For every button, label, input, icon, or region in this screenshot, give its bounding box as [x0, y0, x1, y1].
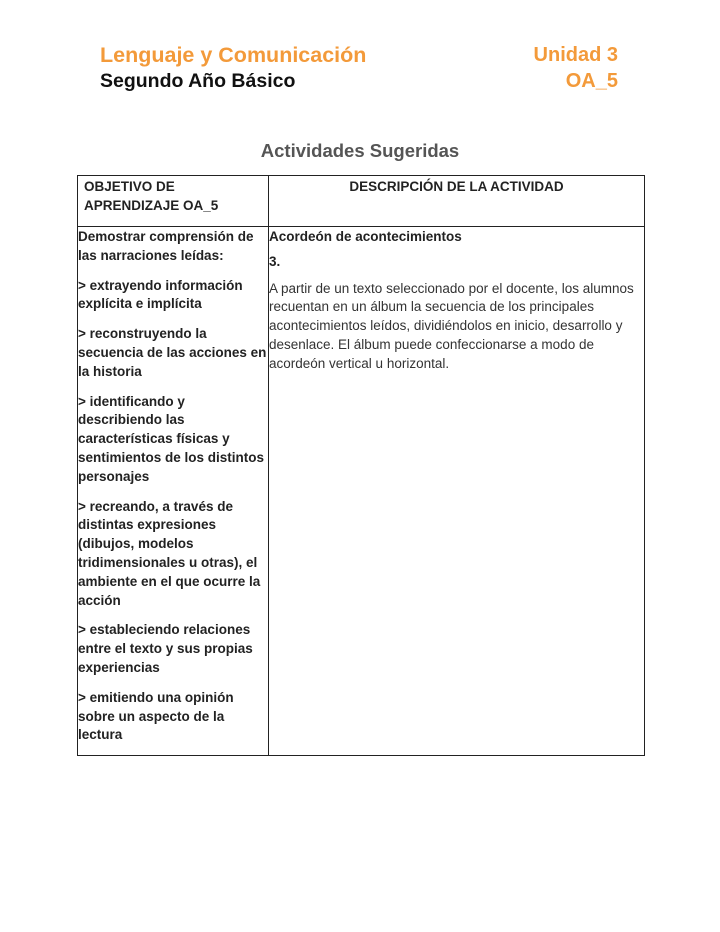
table-header-row [78, 176, 645, 227]
objective-intro: Demostrar comprensión de las narraciones leídas: [78, 229, 254, 263]
objective-item: > identificando y describiendo las características físicas y sentimientos de los distintos personajes [78, 393, 265, 484]
header-right [534, 42, 618, 94]
description-cell [269, 227, 645, 756]
objective-item: > estableciendo relaciones entre el texto y sus propias experiencias [78, 622, 253, 675]
objective-cell [78, 227, 269, 756]
objective-item: > recreando, a través de distintas expresiones (dibujos, modelos tridimensionales u otras), el ambiente en el que ocurre la acción [78, 498, 261, 608]
activity-number: 3. [269, 253, 281, 269]
activity-description: A partir de un texto seleccionado por el docente, los alumnos recuentan en un álbum la secuencia de los principales acontecimientos leídos, dividiéndolos en inicio, desarrollo y desenlace. El álbum puede confeccionarse a modo de acordeón vertical u horizontal. [269, 280, 634, 371]
header-left [100, 42, 366, 94]
objective-item: > extrayendo información explícita e implícita [78, 277, 243, 312]
activities-table [77, 175, 645, 756]
objective-item: > reconstruyendo la secuencia de las acciones en la historia [78, 326, 267, 379]
subject-title: Lenguaje y Comunicación [100, 43, 367, 67]
oa-label: OA_5 [565, 70, 618, 92]
unit-label: Unidad 3 [533, 44, 618, 66]
objective-item: > emitiendo una opinión sobre un aspecto de la lectura [78, 689, 234, 743]
grade-title: Segundo Año Básico [100, 70, 296, 92]
description-column-header: DESCRIPCIÓN DE LA ACTIVIDAD [269, 176, 645, 227]
table-row [78, 227, 645, 756]
section-title: Actividades Sugeridas [260, 140, 460, 161]
page-header [100, 42, 618, 96]
objective-column-header: OBJETIVO DE APRENDIZAJE OA_5 [78, 176, 269, 227]
activity-title: Acordeón de acontecimientos [269, 229, 462, 244]
